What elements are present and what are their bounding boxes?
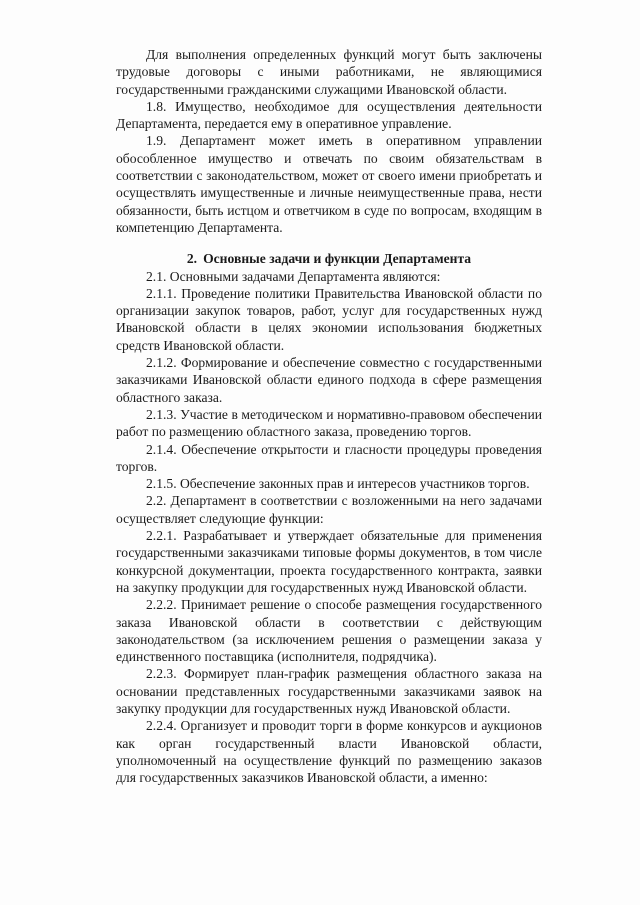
paragraph-2-2-2: 2.2.2. Принимает решение о способе размещения государственного заказа Ивановской области в соответствии с действующим законодательством (за исключением решения о размещении заказа у единственного поставщика (исполнителя, подрядчика). (116, 597, 542, 665)
paragraph-2-2-4: 2.2.4. Организует и проводит торги в форме конкурсов и аукционов как орган государственный власти Ивановской области, уполномоченный на осуществление функций по размещению заказов для государственных заказчиков Ивановской области, а именно: (116, 718, 542, 786)
section-title: Основные задачи и функции Департамента (203, 251, 472, 267)
paragraph-2-2: 2.2. Департамент в соответствии с возложенными на него задачами осуществляет следующие функции: (116, 493, 542, 526)
paragraph-2-1-2: 2.1.2. Формирование и обеспечение совместно с государственными заказчиками Ивановской области единого подхода в сфере размещения областного заказа. (116, 355, 542, 405)
paragraph-2-1-1: 2.1.1. Проведение политики Правительства Ивановской области по организации закупок товаров, работ, услуг для государственных нужд Ивановской области в целях экономии использования бюджетных средств Ивановской области. (116, 285, 542, 353)
section-number: 2. (186, 251, 198, 267)
paragraph-1-8: 1.8. Имущество, необходимое для осуществления деятельности Департамента, передается ему в оперативное управление. (116, 98, 542, 132)
section-heading (116, 250, 542, 267)
paragraph-1-9: 1.9. Департамент может иметь в оперативном управлении обособленное имущество и отвечать по своим обязательствам в соответствии с законодательством, может от своего имени приобретать и осуществлять имущественные и личные неимущественные права, нести обязанности, быть истцом и ответчиком в суде по вопросам, входящим в компетенцию Департамента. (116, 133, 542, 235)
paragraph-2-1-3: 2.1.3. Участие в методическом и нормативно-правовом обеспечении работ по размещению областного заказа, проведению торгов. (116, 406, 542, 440)
paragraph: Для выполнения определенных функций могут быть заключены трудовые договоры с иными работниками, не являющимися государственными гражданскими служащими Ивановской области. (116, 47, 542, 97)
paragraph-2-1-4: 2.1.4. Обеспечение открытости и гласности процедуры проведения торгов. (116, 441, 542, 474)
document-body (116, 46, 542, 786)
paragraph-2-2-1: 2.2.1. Разрабатывает и утверждает обязательные для применения государственными заказчиками типовые формы документов, в том числе конкурсной документации, проекта государственного контракта, заявки на закупку продукции для государственных нужд Ивановской области. (116, 528, 542, 595)
paragraph-2-2-3: 2.2.3. Формирует план-график размещения областного заказа на основании представленных государственными заказчиками заявок на закупку продукции для государственных нужд Ивановской области. (116, 666, 542, 716)
paragraph-2-1-5: 2.1.5. Обеспечение законных прав и интересов участников торгов. (146, 476, 530, 492)
paragraph-2-1: 2.1. Основными задачами Департамента являются: (146, 268, 441, 284)
